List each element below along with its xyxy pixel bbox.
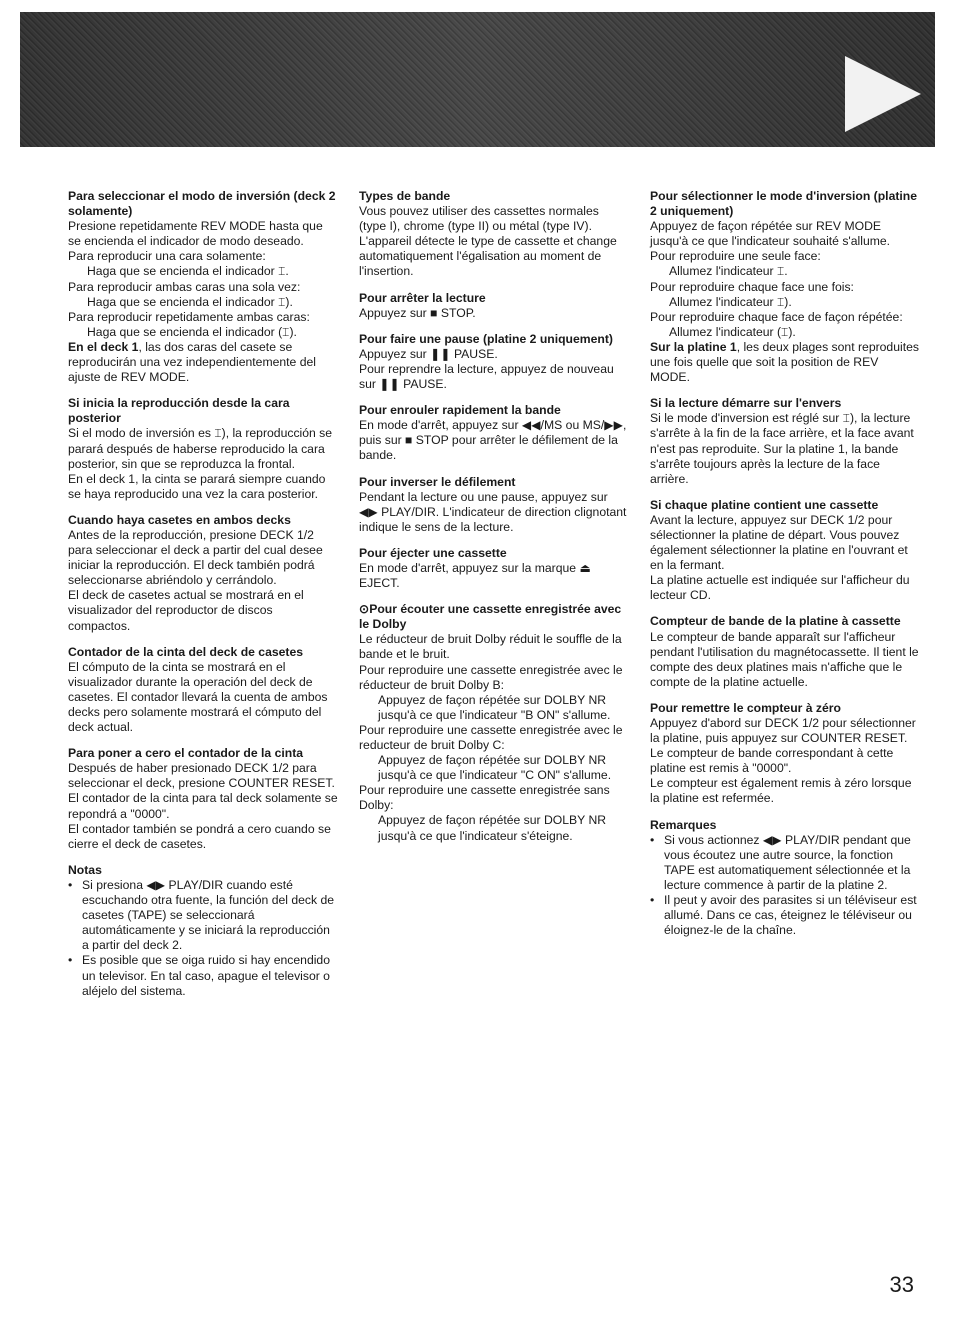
list-item — [650, 893, 919, 938]
section-tape-types — [359, 189, 629, 280]
paragraph: Pour reproduire une cassette enregistrée avec le réducteur de bruit Dolby B: — [359, 662, 623, 692]
paragraph — [650, 340, 919, 385]
section-title: Si chaque platine contient une cassette — [650, 497, 879, 512]
section-rev-mode-fr — [650, 189, 919, 385]
section-title: Notas — [68, 862, 102, 877]
list-item — [68, 953, 338, 998]
section-title: Pour arrêter la lecture — [359, 290, 486, 305]
section-title: Pour enrouler rapidement la bande — [359, 403, 561, 418]
paragraph: Le réducteur de bruit Dolby réduit le souffle de la bande et le bruit. — [359, 632, 622, 662]
section-title: Si la lecture démarre sur l'envers — [650, 396, 842, 411]
paragraph: Appuyez de façon répétée sur DOLBY NR jusqu'à ce que l'indicateur "B ON" s'allume. — [378, 692, 611, 722]
page-number: 33 — [889, 1272, 914, 1297]
paragraph: Presione repetidamente REV MODE hasta que se encienda el indicador de modo deseado. — [68, 219, 323, 249]
list-item — [650, 833, 919, 893]
section-title: Types de bande — [359, 189, 451, 203]
section-title: Pour faire une pause (platine 2 uniquement) — [359, 331, 613, 346]
section-title: Cuando haya casetes en ambos decks — [68, 512, 291, 527]
column-french-1 — [359, 189, 629, 855]
section-both-decks-es — [68, 513, 338, 634]
list-item — [68, 878, 338, 953]
header-banner — [20, 12, 935, 147]
list-text: Il peut y avoir des parasites si un téléviseur est allumé. Dans ce cas, éteignez le téléviseur ou éloignez-le de la chaîne. — [664, 893, 917, 938]
paragraph: En el deck 1, la cinta se parará siempre cuando se haya reproducido una vez la cara posterior. — [68, 471, 326, 501]
paragraph — [68, 340, 338, 385]
section-reset-counter-es — [68, 746, 338, 852]
paragraph: Le compteur de bande apparaît sur l'afficheur pendant l'utilisation du magnétocassette. Il tient le compte des deux platines mais n'affiche que le compte de la platine actuelle. — [650, 629, 919, 689]
paragraph: Si el modo de inversión es ⌶), la reproducción se parará después de haberse reproducido la cara posterior, sin que se reproduzca la frontal. — [68, 426, 333, 471]
paragraph: El deck de casetes actual se mostrará en el visualizador del reproductor de discos compactos. — [68, 588, 304, 633]
bullet-icon: • — [650, 893, 655, 908]
paragraph: Appuyez d'abord sur DECK 1/2 pour sélectionner la platine, puis appuyez sur COUNTER RESET. Le compteur de bande correspondant à cette platine est remis à "0000". — [650, 716, 916, 776]
paragraph: Allumez l'indicateur ⌶). — [669, 294, 792, 309]
paragraph: Si le mode d'inversion est réglé sur ⌶), la lecture s'arrête à la fin de la face arrière, et la face avant n'est pas reproduite. Sur la platine 1, la bande s'arrête toujours après la lecture de la face arrière. — [650, 411, 914, 486]
section-reverse-side-es — [68, 396, 338, 502]
paragraph: El contador también se pondrá a cero cuando se cierre el deck de casetes. — [68, 821, 331, 851]
section-stop — [359, 291, 629, 321]
paragraph: Pour reproduire chaque face une fois: — [650, 279, 854, 294]
section-eject — [359, 546, 629, 591]
section-fast-wind — [359, 403, 629, 463]
paragraph: Para reproducir una cara solamente: — [68, 249, 266, 264]
paragraph: Pour reprendre la lecture, appuyez de nouveau sur ❚❚ PAUSE. — [359, 361, 614, 392]
bullet-icon: • — [650, 832, 655, 847]
section-reverse — [359, 475, 629, 535]
section-title: Pour inverser le défilement — [359, 474, 516, 489]
section-reset-counter-fr — [650, 701, 919, 807]
section-title: Contador de la cinta del deck de casetes — [68, 644, 304, 659]
paragraph: Appuyez de façon répétée sur REV MODE jusqu'à ce que l'indicateur souhaité s'allume. — [650, 219, 891, 249]
section-title: Para poner a cero el contador de la cinta — [68, 746, 304, 761]
paragraph: Vous pouvez utiliser des cassettes normales (type I), chrome (type II) ou métal (type IV). — [359, 204, 599, 234]
banner-texture — [20, 12, 935, 147]
list-text: Si presiona ◀▶ PLAY/DIR cuando esté escuchando otra fuente, la función del deck de casetes (TAPE) se seleccionará automáticamente y se iniciará la reproducción a partir del deck 2. — [82, 877, 335, 953]
paragraph: En mode d'arrêt, appuyez sur ◀◀/MS ou MS/▶▶, puis sur ■ STOP pour arrêter le défilement de la bande. — [359, 418, 627, 463]
column-spanish — [68, 189, 338, 1010]
paragraph: Allumez l'indicateur (⌶). — [669, 324, 796, 339]
paragraph: Haga que se encienda el indicador ⌶). — [87, 294, 293, 309]
paragraph: Haga que se encienda el indicador (⌶). — [87, 324, 297, 339]
section-title: Pour éjecter une cassette — [359, 545, 507, 560]
paragraph: Pour reproduire une cassette enregistrée avec le reducteur de bruit Dolby C: — [359, 722, 623, 752]
paragraph: Pendant la lecture ou une pause, appuyez sur ◀▶ PLAY/DIR. L'indicateur de direction clignotant indique le sens de la lecture. — [359, 489, 627, 534]
paragraph: Antes de la reproducción, presione DECK 1/2 para seleccionar el deck a partir del cual desee iniciar la reproducción. El deck también podrá seleccionarse abriéndolo y cerrándolo. — [68, 527, 323, 588]
section-title: Remarques — [650, 817, 717, 832]
section-notes-es — [68, 863, 338, 999]
paragraph: Le compteur est également remis à zéro lorsque la platine est refermée. — [650, 776, 912, 806]
section-title: Pour remettre le compteur à zéro — [650, 700, 841, 715]
section-dolby — [359, 602, 629, 844]
section-title: Para seleccionar el modo de inversión (deck 2 solamente) — [68, 189, 336, 219]
text: , les deux plages sont reproduites une fois quelle que soit la position de REV MODE. — [650, 339, 919, 385]
paragraph: Appuyez sur ■ STOP. — [359, 305, 476, 320]
text: , las dos caras del casete se reproducirán una vez independientemente del ajuste de REV MODE. — [68, 339, 316, 385]
paragraph: El cómputo de la cinta se mostrará en el visualizador durante la operación del deck de casetes. El contador llevará la cuenta de ambos decks pero solamente mostrará el cómputo del deck actual. — [68, 659, 328, 735]
section-rev-mode-es — [68, 189, 338, 385]
paragraph: Pour reproduire chaque face de façon répétée: — [650, 309, 903, 324]
paragraph: Para reproducir repetidamente ambas caras: — [68, 309, 310, 324]
paragraph: Appuyez de façon répétée sur DOLBY NR jusqu'à ce que l'indicateur "C ON" s'allume. — [378, 753, 612, 783]
section-title: Compteur de bande de la platine à cassette — [650, 614, 901, 629]
section-both-decks-fr — [650, 498, 919, 604]
list-text: Es posible que se oiga ruido si hay encendido un televisor. En tal caso, apague el televisor o aléjelo del sistema. — [82, 953, 330, 998]
bold-text: En el deck 1 — [68, 339, 139, 354]
paragraph: L'appareil détecte le type de cassette et change automatiquement l'égalisation au moment de l'insertion. — [359, 234, 617, 279]
section-pause — [359, 332, 629, 392]
section-tape-counter-es — [68, 645, 338, 736]
paragraph: Appuyez sur ❚❚ PAUSE. — [359, 346, 498, 361]
column-french-2 — [650, 189, 919, 949]
section-title: Si inicia la reproducción desde la cara posterior — [68, 396, 290, 426]
paragraph: Haga que se encienda el indicador ⌶. — [87, 264, 289, 279]
section-title — [359, 602, 629, 632]
paragraph: Pour reproduire une cassette enregistrée sans Dolby: — [359, 783, 610, 813]
bullet-icon: • — [68, 953, 73, 968]
list-text: Si vous actionnez ◀▶ PLAY/DIR pendant que vous écoutez une autre source, la fonction TAPE est automatiquement sélectionnée et la lecture commence à partir de la platine 2. — [664, 832, 911, 892]
section-title: Pour sélectionner le mode d'inversion (platine 2 uniquement) — [650, 189, 918, 219]
section-title-text: Pour écouter une cassette enregistrée avec le Dolby — [359, 602, 622, 632]
section-notes-fr — [650, 818, 919, 939]
paragraph: Allumez l'indicateur ⌶. — [669, 264, 788, 279]
bullet-icon: • — [68, 877, 73, 892]
paragraph: Para reproducir ambas caras una sola vez: — [68, 279, 301, 294]
paragraph: Después de haber presionado DECK 1/2 para seleccionar el deck, presione COUNTER RESET. El contador de la cinta para tal deck solamente se repondrá a "0000". — [68, 761, 338, 821]
bold-text: Sur la platine 1 — [650, 339, 737, 354]
paragraph: Pour reproduire une seule face: — [650, 249, 821, 264]
paragraph: La platine actuelle est indiquée sur l'afficheur du lecteur CD. — [650, 573, 910, 603]
paragraph: Appuyez de façon répétée sur DOLBY NR jusqu'à ce que l'indicateur s'éteigne. — [378, 813, 607, 843]
paragraph: En mode d'arrêt, appuyez sur la marque ⏏ EJECT. — [359, 560, 591, 591]
paragraph: Avant la lecture, appuyez sur DECK 1/2 pour sélectionner la platine de départ. Vous pouvez également sélectionner la platine en l'ouvrant et en la fermant. — [650, 512, 908, 573]
section-reverse-side-fr — [650, 396, 919, 487]
play-arrow-icon — [845, 56, 921, 132]
dolby-icon: ⊙ — [359, 602, 370, 617]
section-tape-counter-fr — [650, 614, 919, 689]
